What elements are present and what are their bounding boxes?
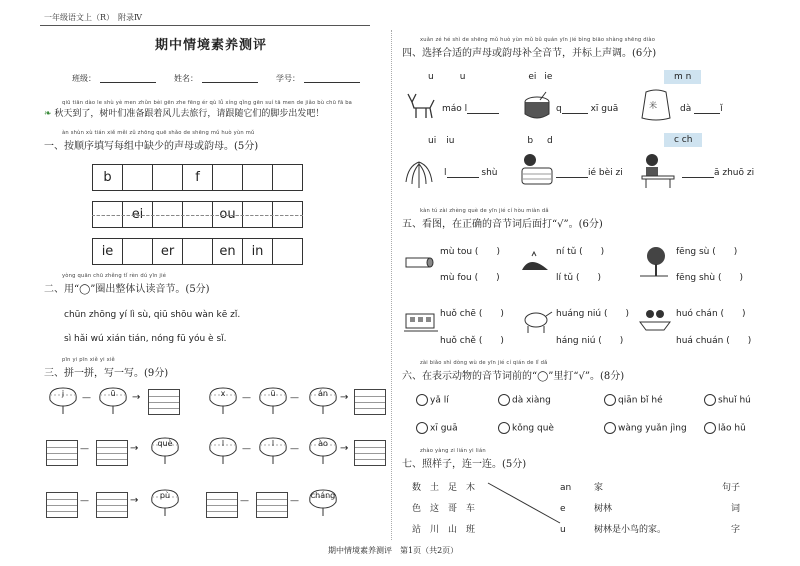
q5-opt-fengsu[interactable]: fēng sù ( )	[676, 247, 738, 257]
arrow-icon: →	[340, 392, 349, 403]
q5-title: 五、看图，在正确的音节词后面打“√”。(6分)	[402, 219, 603, 230]
q7-col4	[722, 478, 740, 541]
intro-pinyin: qiū tiān dào le shù yè men zhǔn bèi gēn zhe fēng ér qù lǚ xíng qǐng gēn suí tā men de jiǎo bù chū fā ba	[62, 100, 353, 106]
q3-pinyin: pīn yi pīn xiě yi xiě	[62, 357, 115, 363]
q6-option[interactable]: qiān bǐ hé	[604, 394, 663, 406]
leaf-syllable: ào	[306, 436, 340, 466]
q1-cell[interactable]: ou	[213, 201, 243, 228]
q4-title: 四、选择合适的声母或韵母补全音节，并标上声调。(6分)	[402, 48, 657, 59]
dash-icon: —	[290, 393, 299, 403]
q4-options-row2: ui iu b d	[428, 136, 553, 146]
header-label: 一年级语文上（R） 附录Ⅳ	[44, 13, 143, 22]
q1-cell[interactable]	[123, 164, 153, 191]
dash-icon: —	[240, 496, 249, 506]
check-circle-icon[interactable]	[498, 394, 510, 406]
leaf-syllable: ü	[256, 386, 290, 416]
q5-opt-huoche[interactable]: huǒ chē ( )	[440, 309, 504, 319]
leaf-syllable: x	[206, 386, 240, 416]
q7-col1-item[interactable]: 数 土 足 木	[412, 483, 476, 493]
q1-pinyin: àn shùn xù tián xiě měi zǔ zhōng quē shǎo de shēng mǔ huò yùn mǔ	[62, 130, 255, 136]
q7-col1	[412, 478, 475, 541]
q1-cell[interactable]	[183, 238, 213, 265]
q2-pinyin: yòng quān chū zhěng tǐ rèn dú yīn jié	[62, 273, 167, 279]
leaf-syllable: pù	[148, 488, 182, 518]
check-circle-icon[interactable]	[704, 422, 716, 434]
q7-col2-item[interactable]: u	[560, 525, 566, 535]
q6-option[interactable]: yǎ lí	[416, 394, 449, 406]
intro-text: ❧ 秋天到了，树叶们准备跟着风儿去旅行，请跟随它们的脚步出发吧！	[44, 109, 325, 119]
q7-col3	[594, 478, 666, 541]
arrow-icon: →	[130, 443, 139, 454]
arrow-icon: →	[130, 495, 139, 506]
boat-icon	[638, 306, 672, 334]
train-icon	[404, 308, 438, 334]
q1-cell[interactable]	[243, 164, 273, 191]
dash-icon: —	[290, 444, 299, 454]
q5-opt-litu[interactable]: lí tǔ ( )	[556, 273, 601, 283]
q4-item-maol: máo l	[442, 104, 499, 114]
q7-col4-item[interactable]: 词	[731, 504, 741, 514]
q7-col1-item[interactable]: 色 这 哥 车	[412, 504, 476, 514]
q7-col2	[560, 478, 571, 541]
answer-box[interactable]	[206, 492, 238, 518]
q5-opt-huangniu[interactable]: huáng niú ( )	[556, 309, 629, 319]
check-circle-icon[interactable]	[604, 422, 616, 434]
q5-opt-mutou[interactable]: mù tou ( )	[440, 247, 500, 257]
q5-opt-huochan[interactable]: huó chán ( )	[676, 309, 746, 319]
child-desk-icon	[638, 150, 676, 190]
drum-icon	[520, 90, 554, 124]
name-input[interactable]	[202, 73, 258, 83]
q5-opt-huachuan[interactable]: huá chuán ( )	[676, 336, 752, 346]
svg-text:米: 米	[649, 101, 657, 110]
q1-cell[interactable]: b	[92, 164, 123, 191]
arrow-icon: →	[340, 443, 349, 454]
q4-option-cch: c ch	[664, 133, 702, 147]
q7-title: 七、照样子，连一连。(5分)	[402, 459, 527, 470]
leaf-syllable: cháng	[306, 488, 340, 518]
q7-col3-item[interactable]: 树林是小鸟的家。	[594, 525, 667, 535]
q7-col3-item[interactable]: 树林	[594, 504, 613, 514]
q4-item-da: dà ǐ	[680, 104, 723, 114]
q1-cell[interactable]: in	[243, 238, 273, 265]
q1-cell[interactable]	[273, 238, 303, 265]
q4-options-row1: u u ei ie	[428, 72, 553, 82]
q6-pinyin: zài biǎo shì dòng wù de yīn jié cí qián de lǐ dǎ	[420, 360, 548, 366]
header-divider	[40, 25, 370, 26]
q6-option[interactable]: dà xiàng	[498, 394, 551, 406]
q5-opt-fengshu[interactable]: fēng shù ( )	[676, 273, 743, 283]
q2-line2[interactable]: sì hǎi wú xián tián, nóng fū yóu è sǐ.	[64, 334, 227, 344]
student-fields	[72, 73, 378, 84]
q1-cell[interactable]: en	[213, 238, 243, 265]
dash-icon: —	[80, 496, 89, 506]
class-label: 班级：	[72, 74, 96, 83]
answer-box[interactable]	[354, 389, 386, 415]
q5-opt-hangniu[interactable]: háng niú ( )	[556, 336, 624, 346]
q2-title: 二、用“◯”圈出整体认读音节。(5分)	[44, 284, 210, 295]
answer-box[interactable]	[46, 440, 78, 466]
q6-option[interactable]: lǎo hǔ	[704, 422, 746, 434]
q7-col2-item[interactable]: e	[560, 504, 566, 514]
q5-opt-mufou[interactable]: mù fou ( )	[440, 273, 500, 283]
answer-box[interactable]	[46, 492, 78, 518]
leaf-syllable: l	[206, 436, 240, 466]
donkey-icon	[404, 88, 438, 122]
number-label: 学号：	[276, 74, 300, 83]
q1-cell[interactable]: er	[153, 238, 183, 265]
q6-option[interactable]: shuǐ hú	[704, 394, 751, 406]
child-blanket-icon	[516, 150, 556, 190]
q6-option[interactable]: kǒng què	[498, 422, 554, 434]
rice-bag-icon	[638, 86, 674, 124]
dash-icon: —	[242, 393, 251, 403]
q1-cell[interactable]	[123, 238, 153, 265]
leaf-syllable: l	[256, 436, 290, 466]
dash-icon: —	[80, 444, 89, 454]
q1-grid	[92, 164, 303, 265]
dash-icon: —	[82, 393, 91, 403]
tree-wind-icon	[638, 246, 670, 278]
page-footer: 期中情境素养测评 第1页（共2页）	[328, 546, 459, 555]
q4-item-xigua: q xī guā	[556, 104, 619, 114]
arrow-icon: →	[132, 392, 141, 403]
wood-log-icon	[404, 252, 434, 272]
q1-cell[interactable]	[273, 164, 303, 191]
q1-title: 一、按顺序填写每组中缺少的声母或韵母。(5分)	[44, 141, 259, 152]
q4-pinyin: xuǎn zé hé shì de shēng mǔ huò yùn mǔ bǔ quán yīn jié bìng biāo shàng shēng diào	[420, 37, 656, 43]
column-divider	[391, 30, 392, 540]
check-circle-icon[interactable]	[416, 394, 428, 406]
answer-box[interactable]	[256, 492, 288, 518]
dash-icon: —	[290, 496, 299, 506]
answer-box[interactable]	[96, 492, 128, 518]
q6-title: 六、在表示动物的音节词前的“◯”里打“√”。(8分)	[402, 371, 625, 382]
leaf-icon: ❧	[44, 109, 52, 119]
q7-col4-item[interactable]: 句子	[722, 483, 741, 493]
q4-item-zhuozi: ā zhuō zi	[682, 168, 754, 178]
check-circle-icon[interactable]	[498, 422, 510, 434]
q6-option[interactable]: wàng yuǎn jìng	[604, 422, 687, 434]
q7-col1-item[interactable]: 站 川 山 班	[412, 525, 476, 535]
willow-tree-icon	[402, 152, 436, 190]
q4-option-mn: m n	[664, 70, 701, 84]
q2-line1[interactable]: chūn zhōng yí lì sù, qiū shōu wàn kē zǐ.	[64, 310, 241, 320]
ox-icon	[520, 306, 554, 334]
q4-item-shu: l shù	[444, 168, 498, 178]
number-input[interactable]	[304, 73, 360, 83]
soil-icon	[520, 250, 550, 274]
answer-box[interactable]	[96, 440, 128, 466]
q1-cell[interactable]: ei	[123, 201, 153, 228]
class-input[interactable]	[100, 73, 156, 83]
q1-cell[interactable]: f	[183, 164, 213, 191]
q3-title: 三、拼一拼，写一写。(9分)	[44, 368, 169, 379]
check-circle-icon[interactable]	[704, 394, 716, 406]
check-circle-icon[interactable]	[604, 394, 616, 406]
answer-box[interactable]	[148, 389, 180, 415]
name-label: 姓名：	[174, 74, 198, 83]
dash-icon: —	[242, 444, 251, 454]
q4-item-beizi: ié bèi zi	[556, 168, 623, 178]
q6-option[interactable]: xī guā	[416, 422, 458, 434]
check-circle-icon[interactable]	[416, 422, 428, 434]
leaf-syllable: án	[306, 386, 340, 416]
q7-col3-item[interactable]: 家	[594, 483, 604, 493]
q1-cell[interactable]	[213, 164, 243, 191]
q1-cell[interactable]: ie	[92, 238, 123, 265]
page-title: 期中情境素养测评	[155, 38, 268, 53]
answer-box[interactable]	[354, 440, 386, 466]
q7-pinyin: zhào yàng zi lián yi lián	[420, 448, 486, 454]
q7-col4-item[interactable]: 字	[731, 525, 741, 535]
q7-example-line	[486, 478, 566, 528]
q5-opt-huoche2[interactable]: huǒ chě ( )	[440, 336, 504, 346]
leaf-syllable: j	[46, 386, 80, 416]
q7-col2-item[interactable]: an	[560, 483, 572, 493]
q5-opt-nitu[interactable]: ní tǔ ( )	[556, 247, 605, 257]
q1-cell[interactable]	[153, 164, 183, 191]
q5-pinyin: kàn tú zài zhèng què de yīn jié cí hòu miàn dǎ	[420, 208, 549, 214]
leaf-syllable: ū	[96, 386, 130, 416]
leaf-syllable: què	[148, 436, 182, 466]
